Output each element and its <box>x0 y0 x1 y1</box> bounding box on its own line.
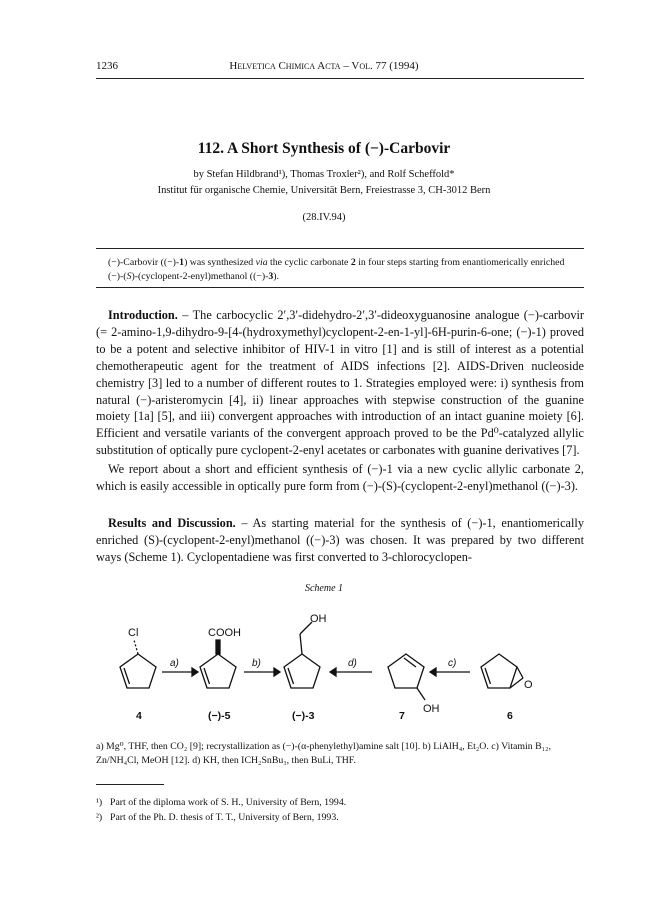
compound-3-structure <box>284 622 320 688</box>
arrow-b <box>244 668 280 676</box>
footnote-rule <box>96 784 164 785</box>
arrow-d <box>330 668 372 676</box>
abstract: (−)-Carbovir ((−)-1) was synthesized via the cyclic carbonate 2 in four steps starting from enantiomerically enriched (−)-(S)-(cyclopent-2-enyl)methanol ((−)-3). <box>108 257 565 282</box>
arrow-b-label: b) <box>252 658 261 669</box>
article-authors: by Stefan Hildbrand¹), Thomas Troxler²), and Rolf Scheffold* <box>193 169 455 180</box>
results-heading: Results and Discussion. <box>108 516 236 530</box>
intro-heading: Introduction. <box>108 308 178 322</box>
article-title: 112. A Short Synthesis of (−)-Carbovir <box>197 140 451 157</box>
footnote-1-text: Part of the diploma work of S. H., University of Bern, 1994. <box>110 797 347 808</box>
running-header <box>0 60 648 76</box>
article-date: (28.IV.94) <box>302 212 346 223</box>
article-institution: Institut für organische Chemie, Universität Bern, Freiestrasse 3, CH-3012 Bern <box>157 185 491 196</box>
compound-7-structure <box>388 654 425 700</box>
footnote-2-text: Part of the Ph. D. thesis of T. T., University of Bern, 1993. <box>110 812 339 823</box>
oh-bottom-label: OH <box>423 703 440 715</box>
compound-4-structure <box>120 640 156 688</box>
compound-6-structure <box>481 654 523 688</box>
cmpd-7-label: 7 <box>399 710 405 722</box>
cmpd-5-label: (−)-5 <box>208 710 231 722</box>
cl-label: Cl <box>128 627 139 639</box>
intro-paragraph <box>96 307 584 459</box>
abstract-rule-top <box>96 248 584 249</box>
arrow-d-label: d) <box>348 658 357 669</box>
header-rule <box>96 78 584 79</box>
footnote-2 <box>96 812 584 823</box>
oh-top-label: OH <box>310 613 327 625</box>
cooh-label: COOH <box>208 627 241 639</box>
intro-text: – The carbocyclic 2′,3′-didehydro-2′,3′-dideoxyguanosine analogue (−)-carbovir (= 2-amino-1,9-dihydro-9-[4-(hydroxymethyl)cyclopent-2-en-1-yl]-6H-purin-6-one; (−)-1) proved to be a potent and selective inhibitor of HIV-1 in vitro [1] and is still of interest as a potential chemotherapeutic agent for the treatment of AIDS infections [2]. AIDS-Driven nucleoside chemistry [3] led to a number of different routes to 1. Strategies employed were: i) synthesis from natural (−)-aristeromycin [4], ii) linear approaches with stepwise construction of the guanine moiety [1a] [5], and iii) convergent approaches with introduction of an intact guanine moiety [6]. Efficient and versatile variants of the convergent approach proved to be the Pd⁰-catalyzed allylic substitution of optically pure cyclopent-2-enyl acetates or carbonates with guanine derivatives [7]. <box>96 308 584 458</box>
footnote-1 <box>96 797 584 808</box>
arrow-c <box>430 668 470 676</box>
arrow-c-label: c) <box>448 658 457 669</box>
para-report: We report about a short and efficient synthesis of (−)-1 via a new cyclic allylic carbonate 2, which is easily accessible in optically pure form from (−)-(S)-(cyclopent-2-enyl)methanol ((−)-3). <box>96 462 584 493</box>
abstract-rule-bottom <box>96 287 584 288</box>
results-text: – As starting material for the synthesis of (−)-1, enantiomerically enriched (S)-(cyclopent-2-enyl)methanol ((−)-3) was chosen. It was prepared by two different ways (Scheme 1). Cyclopentadiene was first converted to 3-chlorocyclopen- <box>96 516 584 564</box>
arrow-a-label: a) <box>170 658 179 669</box>
scheme-caption: a) Mg⁰, THF, then CO₂ [9]; recrystallization as (−)-(α-phenylethyl)amine salt [10]. b) LiAlH₄, Et₂O. c) Vitamin B₁₂, Zn/NH₄Cl, MeOH [12]. d) KH, then ICH₂SnBu₃, then BuLi, THF. <box>96 741 551 766</box>
arrow-a <box>162 668 198 676</box>
page-number: 1236 <box>96 60 118 72</box>
reaction-scheme <box>96 602 584 732</box>
cmpd-6-label: 6 <box>507 710 513 722</box>
footnote-1-mark: ¹) <box>96 797 103 808</box>
footnote-2-mark: ²) <box>96 812 103 823</box>
cmpd-3-label: (−)-3 <box>292 710 315 722</box>
journal-name: Helvetica Chimica Acta – Vol. 77 (1994) <box>229 60 419 72</box>
scheme-label: Scheme 1 <box>304 583 344 594</box>
epoxide-o-label: O <box>524 679 533 691</box>
compound-5-structure <box>200 640 236 688</box>
cmpd-4-label: 4 <box>136 710 142 722</box>
results-paragraph <box>96 515 584 566</box>
